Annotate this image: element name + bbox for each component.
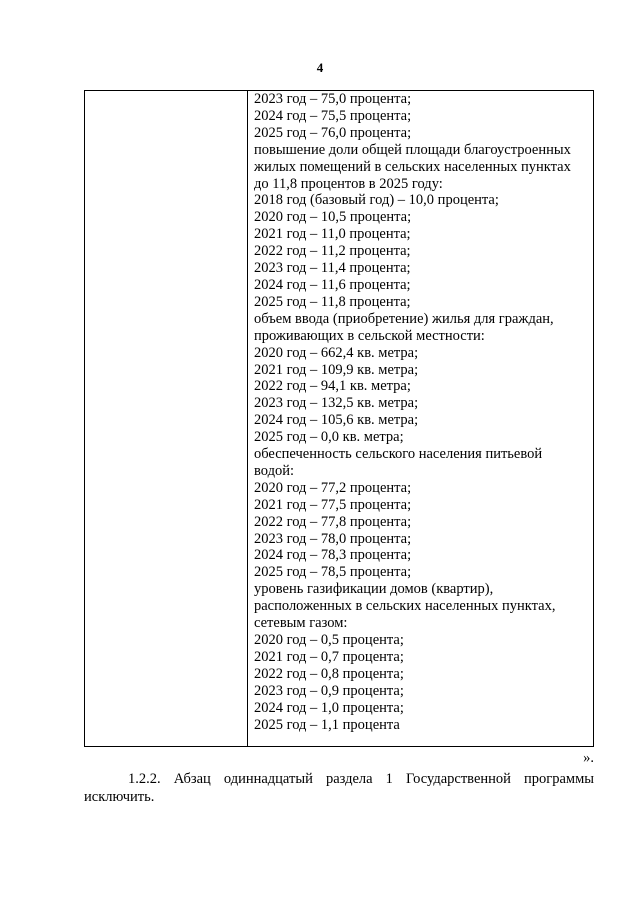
table-line: объем ввода (приобретение) жилья для граждан, — [254, 310, 554, 327]
table-line: 2025 год – 0,0 кв. метра; — [254, 429, 404, 446]
table-line: 2024 год – 75,5 процента; — [254, 107, 412, 124]
paragraph-line-2: исключить. — [84, 789, 155, 805]
table-line: 2023 год – 0,9 процента; — [254, 682, 404, 699]
page-number: 4 — [316, 60, 324, 75]
table-line: 2020 год – 0,5 процента; — [254, 632, 404, 648]
table-line: 2018 год (базовый год) – 10,0 процента; — [254, 192, 499, 209]
table-line: 2025 год – 11,8 процента; — [254, 293, 411, 310]
table-line: 2020 год – 77,2 процента; — [254, 479, 412, 496]
table-line: 2021 год – 77,5 процента; — [254, 496, 412, 513]
table-line: 2023 год – 11,4 процента; — [254, 260, 411, 277]
table-line: 2022 год – 11,2 процента; — [254, 243, 411, 260]
table-line: 2022 год – 77,8 процента; — [254, 513, 412, 530]
table-line: 2021 год – 0,7 процента; — [254, 648, 404, 665]
table-line: 2022 год – 94,1 кв. метра; — [254, 378, 411, 395]
table-left-column — [85, 91, 248, 746]
table-line: обеспеченность сельского населения питьевой — [254, 446, 543, 463]
table-line: жилых помещений в сельских населенных пунктах — [254, 158, 571, 175]
table-line: 2024 год – 78,3 процента; — [254, 547, 412, 564]
table-line: 2024 год – 11,6 процента; — [254, 276, 411, 293]
table-line: 2022 год – 0,8 процента; — [254, 665, 404, 682]
table-line: 2025 год – 78,5 процента; — [254, 564, 412, 581]
table-line: 2024 год – 105,6 кв. метра; — [254, 412, 419, 429]
table-line: 2023 год – 132,5 кв. метра; — [254, 395, 419, 412]
closing-quote: ». — [583, 750, 594, 766]
table-line: 2020 год – 10,5 процента; — [254, 209, 412, 226]
table-line: 2025 год – 76,0 процента; — [254, 124, 412, 141]
table-line: 2023 год – 75,0 процента; — [254, 91, 412, 107]
table-line: 2023 год – 78,0 процента; — [254, 530, 412, 547]
table-line: сетевым газом: — [254, 615, 348, 632]
table-line: 2021 год – 11,0 процента; — [254, 226, 411, 243]
table-line: повышение доли общей площади благоустроенных — [254, 141, 571, 158]
table-line: 2025 год – 1,1 процента — [254, 716, 400, 733]
table-line: проживающих в сельской местности: — [254, 327, 485, 344]
table-line: расположенных в сельских населенных пунктах, — [254, 598, 556, 615]
amendment-table — [84, 90, 594, 747]
table-line: до 11,8 процентов в 2025 году: — [254, 175, 443, 192]
table-line: 2020 год – 662,4 кв. метра; — [254, 344, 419, 361]
table-right-column — [248, 91, 593, 746]
table-line: 2024 год – 1,0 процента; — [254, 699, 404, 716]
table-line: 2021 год – 109,9 кв. метра; — [254, 361, 419, 378]
paragraph-line-1: 1.2.2. Абзац одиннадцатый раздела 1 Государственной программы — [128, 771, 594, 787]
table-line: водой: — [254, 462, 294, 479]
table-line: уровень газификации домов (квартир), — [254, 581, 494, 598]
